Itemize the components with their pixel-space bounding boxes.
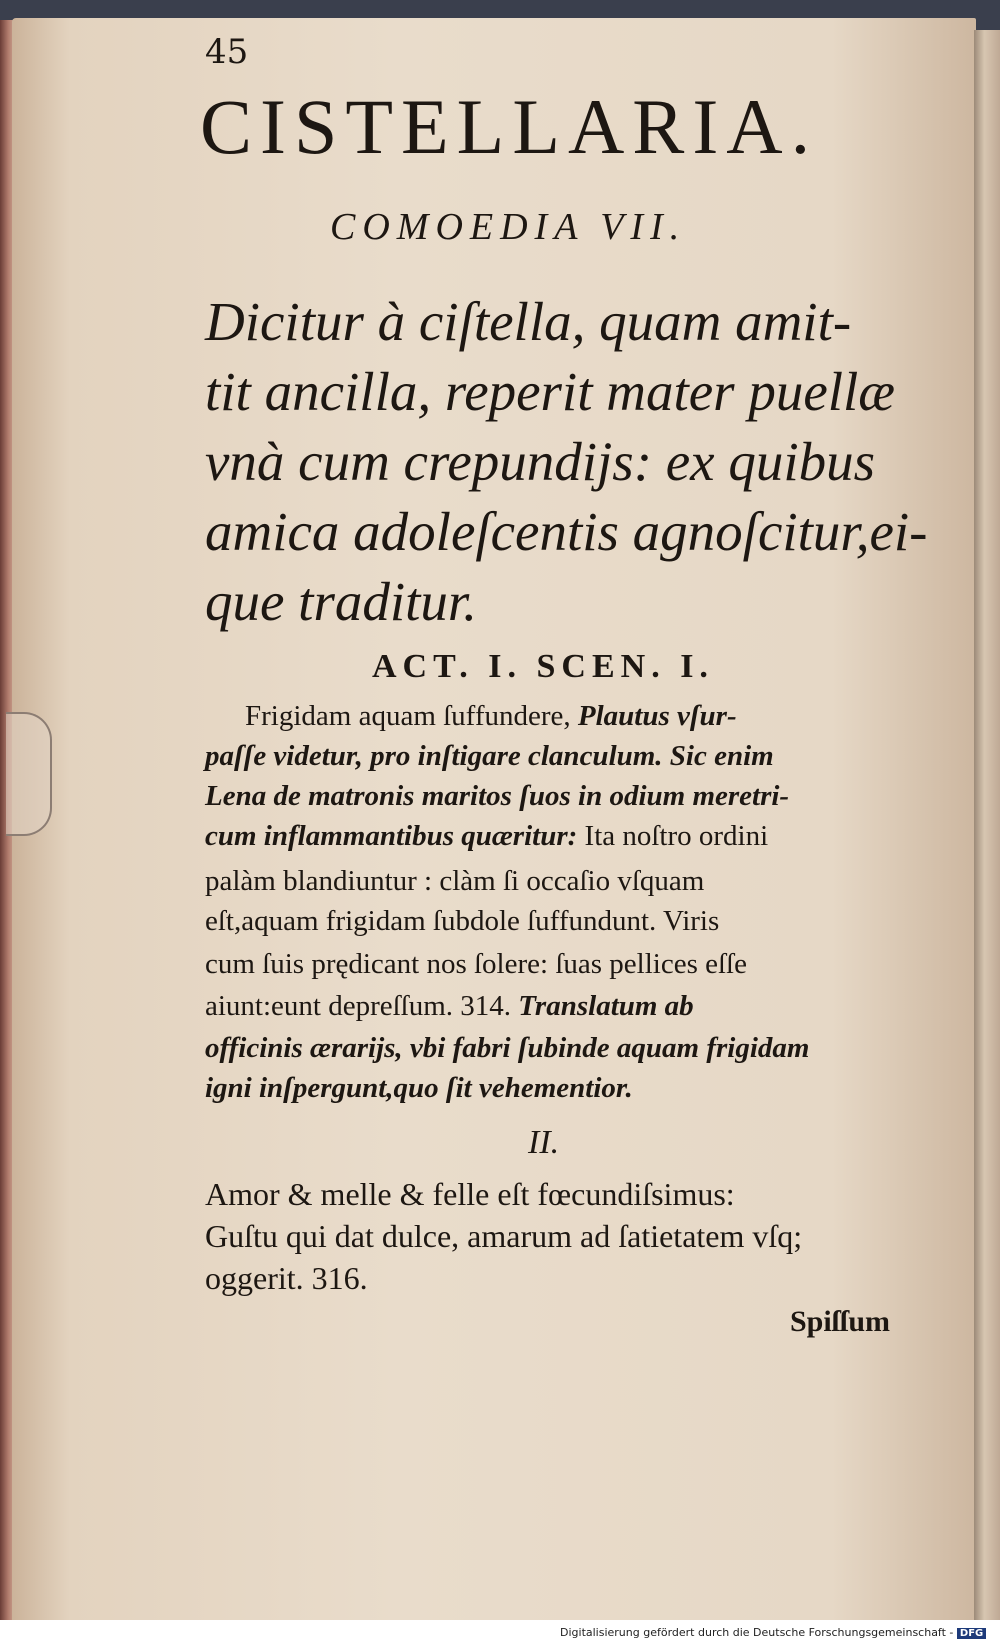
- body-line: [245, 700, 737, 733]
- body-line: [205, 990, 694, 1023]
- argument-line: amica adoleſcentis agnoſcitur,ei-: [205, 501, 928, 562]
- body-line: Amor & melle & felle eſt fœcundiſsimus:: [205, 1176, 735, 1212]
- dfg-logo: DFG: [957, 1628, 986, 1639]
- body-italic: officinis ærarijs, vbi fabri ſubinde aquam frigidam: [205, 1032, 810, 1064]
- play-title: CISTELLARIA.: [200, 83, 819, 170]
- argument-line: vnà cum crepundijs: ex quibus: [205, 431, 876, 492]
- credit-text: Digitalisierung gefördert durch die Deutsche Forschungsgemeinschaft -: [560, 1626, 954, 1639]
- body-italic: igni inſpergunt,quo ſit vehementior.: [205, 1072, 633, 1104]
- body-line: [205, 1072, 633, 1105]
- body-line: cum ſuis prędicant nos ſolere: ſuas pellices eſſe: [205, 948, 747, 980]
- body-italic: Lena de matronis maritos ſuos in odium meretri-: [205, 780, 790, 812]
- body-line: [205, 1032, 809, 1065]
- body-italic: Translatum ab: [518, 990, 694, 1022]
- page-number: 45: [205, 32, 249, 72]
- argument-line: tit ancilla, reperit mater puellæ: [205, 361, 895, 422]
- body-line: Guſtu qui dat dulce, amarum ad ſatietatem vſq;: [205, 1218, 803, 1254]
- body-italic: Plautus vſur-: [577, 700, 737, 732]
- argument-line: Dicitur à ciſtella, quam amit-: [205, 291, 852, 352]
- argument-line: que traditur.: [205, 571, 477, 632]
- body-italic: paſſe videtur, pro inſtigare clanculum. Sic enim: [205, 740, 774, 772]
- body-line: eſt,aquam frigidam ſubdole ſuffundunt. Viris: [205, 905, 720, 937]
- body-line: [205, 780, 789, 813]
- digitization-credit: [560, 1626, 986, 1639]
- body-roman: Frigidam aquam ſuffundere,: [245, 700, 578, 732]
- body-line: oggerit. 316.: [205, 1260, 368, 1296]
- body-roman: Ita noſtro ordini: [584, 820, 769, 852]
- body-line: [205, 820, 768, 853]
- catchword: Spiſſum: [790, 1305, 891, 1338]
- scene-heading: ACT. I. SCEN. I.: [372, 648, 714, 685]
- play-subtitle: COMOEDIA VII.: [330, 206, 687, 248]
- section-heading: II.: [528, 1124, 560, 1161]
- body-line: palàm blandiuntur : clàm ſi occaſio vſquam: [205, 865, 705, 897]
- body-roman: aiunt:eunt depreſſum. 314.: [205, 990, 519, 1022]
- body-line: [205, 740, 774, 773]
- body-italic: cum inflammantibus quæritur:: [205, 820, 585, 852]
